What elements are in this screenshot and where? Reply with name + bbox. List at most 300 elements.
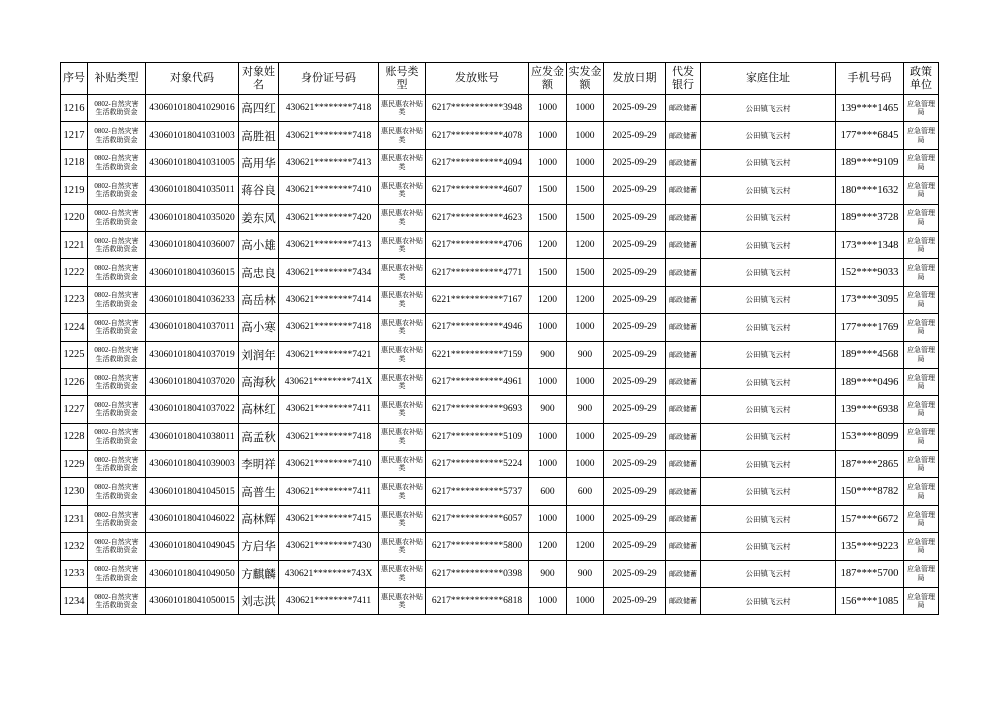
cell-policy-unit: 应急管理局 [904,560,939,587]
cell-address: 公田镇飞云村 [701,478,836,505]
cell-name: 高用华 [239,149,279,176]
cell-account-type: 惠民惠农补贴类 [379,177,426,204]
cell-address: 公田镇飞云村 [701,231,836,258]
cell-amount-due: 1000 [529,149,567,176]
table-row [61,204,939,231]
table-row [61,286,939,313]
cell-subsidy-type: 0802-自然灾害生活救助资金 [88,204,146,231]
cell-date: 2025-09-29 [604,368,666,395]
header-policy-unit: 政策单位 [904,63,939,95]
cell-bank: 邮政储蓄 [666,368,701,395]
cell-seq: 1216 [61,95,88,122]
cell-amount-due: 1000 [529,423,567,450]
cell-seq: 1232 [61,533,88,560]
cell-policy-unit: 应急管理局 [904,451,939,478]
cell-address: 公田镇飞云村 [701,396,836,423]
cell-object-code: 430601018041049045 [146,533,239,560]
cell-name: 方麒麟 [239,560,279,587]
cell-phone: 173****3095 [836,286,904,313]
cell-id-number: 430621********7411 [279,478,379,505]
cell-seq: 1233 [61,560,88,587]
cell-policy-unit: 应急管理局 [904,204,939,231]
table-row [61,451,939,478]
header-seq: 序号 [61,63,88,95]
header-account-type: 账号类型 [379,63,426,95]
cell-id-number: 430621********7421 [279,341,379,368]
cell-id-number: 430621********7430 [279,533,379,560]
cell-name: 刘润年 [239,341,279,368]
header-id-number: 身份证号码 [279,63,379,95]
header-date: 发放日期 [604,63,666,95]
cell-account-type: 惠民惠农补贴类 [379,314,426,341]
cell-amount-paid: 1000 [567,314,604,341]
cell-name: 高四红 [239,95,279,122]
cell-seq: 1225 [61,341,88,368]
cell-amount-due: 1000 [529,122,567,149]
cell-policy-unit: 应急管理局 [904,341,939,368]
cell-id-number: 430621********7411 [279,588,379,615]
cell-policy-unit: 应急管理局 [904,478,939,505]
cell-account: 6217***********5737 [426,478,529,505]
cell-name: 高林红 [239,396,279,423]
cell-date: 2025-09-29 [604,588,666,615]
cell-id-number: 430621********7434 [279,259,379,286]
cell-account-type: 惠民惠农补贴类 [379,95,426,122]
cell-object-code: 430601018041037020 [146,368,239,395]
cell-name: 高忠良 [239,259,279,286]
cell-policy-unit: 应急管理局 [904,396,939,423]
cell-phone: 152****9033 [836,259,904,286]
cell-date: 2025-09-29 [604,177,666,204]
cell-name: 高小雄 [239,231,279,258]
table-row [61,396,939,423]
cell-account: 6217***********9693 [426,396,529,423]
cell-subsidy-type: 0802-自然灾害生活救助资金 [88,368,146,395]
cell-account: 6217***********5109 [426,423,529,450]
cell-address: 公田镇飞云村 [701,588,836,615]
cell-subsidy-type: 0802-自然灾害生活救助资金 [88,149,146,176]
cell-object-code: 430601018041045015 [146,478,239,505]
table-row [61,122,939,149]
cell-account-type: 惠民惠农补贴类 [379,505,426,532]
cell-account: 6217***********4706 [426,231,529,258]
cell-name: 高林辉 [239,505,279,532]
cell-object-code: 430601018041031005 [146,149,239,176]
cell-bank: 邮政储蓄 [666,122,701,149]
cell-object-code: 430601018041035020 [146,204,239,231]
cell-subsidy-type: 0802-自然灾害生活救助资金 [88,177,146,204]
cell-date: 2025-09-29 [604,560,666,587]
cell-bank: 邮政储蓄 [666,451,701,478]
cell-phone: 156****1085 [836,588,904,615]
cell-seq: 1228 [61,423,88,450]
cell-bank: 邮政储蓄 [666,95,701,122]
cell-date: 2025-09-29 [604,231,666,258]
cell-bank: 邮政储蓄 [666,341,701,368]
cell-policy-unit: 应急管理局 [904,505,939,532]
cell-bank: 邮政储蓄 [666,423,701,450]
table-row [61,149,939,176]
cell-bank: 邮政储蓄 [666,560,701,587]
cell-date: 2025-09-29 [604,478,666,505]
cell-policy-unit: 应急管理局 [904,533,939,560]
cell-address: 公田镇飞云村 [701,204,836,231]
cell-seq: 1218 [61,149,88,176]
cell-phone: 139****6938 [836,396,904,423]
cell-amount-due: 1000 [529,451,567,478]
cell-date: 2025-09-29 [604,451,666,478]
cell-policy-unit: 应急管理局 [904,231,939,258]
header-name: 对象姓名 [239,63,279,95]
cell-bank: 邮政储蓄 [666,149,701,176]
cell-id-number: 430621********7411 [279,396,379,423]
cell-object-code: 430601018041037022 [146,396,239,423]
cell-seq: 1223 [61,286,88,313]
table-row [61,588,939,615]
cell-seq: 1221 [61,231,88,258]
cell-name: 高海秋 [239,368,279,395]
cell-phone: 177****6845 [836,122,904,149]
cell-id-number: 430621********7410 [279,177,379,204]
cell-phone: 150****8782 [836,478,904,505]
cell-object-code: 430601018041031003 [146,122,239,149]
cell-object-code: 430601018041035011 [146,177,239,204]
cell-subsidy-type: 0802-自然灾害生活救助资金 [88,231,146,258]
cell-object-code: 430601018041036015 [146,259,239,286]
cell-policy-unit: 应急管理局 [904,259,939,286]
cell-policy-unit: 应急管理局 [904,588,939,615]
cell-date: 2025-09-29 [604,149,666,176]
cell-account-type: 惠民惠农补贴类 [379,533,426,560]
cell-object-code: 430601018041049050 [146,560,239,587]
cell-bank: 邮政储蓄 [666,533,701,560]
cell-id-number: 430621********7415 [279,505,379,532]
cell-phone: 189****9109 [836,149,904,176]
cell-phone: 177****1769 [836,314,904,341]
cell-address: 公田镇飞云村 [701,95,836,122]
cell-id-number: 430621********7413 [279,231,379,258]
cell-id-number: 430621********7418 [279,314,379,341]
table-row [61,341,939,368]
cell-phone: 173****1348 [836,231,904,258]
cell-address: 公田镇飞云村 [701,259,836,286]
cell-bank: 邮政储蓄 [666,231,701,258]
cell-account-type: 惠民惠农补贴类 [379,286,426,313]
cell-date: 2025-09-29 [604,122,666,149]
cell-amount-paid: 1000 [567,505,604,532]
cell-id-number: 430621********741X [279,368,379,395]
cell-account-type: 惠民惠农补贴类 [379,588,426,615]
cell-address: 公田镇飞云村 [701,505,836,532]
cell-policy-unit: 应急管理局 [904,314,939,341]
cell-amount-paid: 1000 [567,368,604,395]
cell-subsidy-type: 0802-自然灾害生活救助资金 [88,396,146,423]
cell-date: 2025-09-29 [604,95,666,122]
cell-amount-due: 1000 [529,505,567,532]
cell-account: 6217***********3948 [426,95,529,122]
table-row [61,314,939,341]
cell-seq: 1219 [61,177,88,204]
cell-object-code: 430601018041037011 [146,314,239,341]
table-row [61,505,939,532]
header-account: 发放账号 [426,63,529,95]
cell-id-number: 430621********7418 [279,122,379,149]
cell-amount-paid: 900 [567,396,604,423]
header-bank: 代发银行 [666,63,701,95]
cell-account-type: 惠民惠农补贴类 [379,560,426,587]
cell-name: 高普生 [239,478,279,505]
cell-id-number: 430621********7418 [279,95,379,122]
cell-amount-due: 1200 [529,533,567,560]
cell-amount-paid: 900 [567,341,604,368]
cell-address: 公田镇飞云村 [701,286,836,313]
cell-subsidy-type: 0802-自然灾害生活救助资金 [88,505,146,532]
cell-phone: 157****6672 [836,505,904,532]
cell-seq: 1224 [61,314,88,341]
cell-account: 6217***********5224 [426,451,529,478]
cell-amount-due: 1200 [529,231,567,258]
subsidy-distribution-table [60,62,939,615]
cell-amount-due: 1500 [529,204,567,231]
cell-phone: 153****8099 [836,423,904,450]
cell-phone: 189****4568 [836,341,904,368]
cell-address: 公田镇飞云村 [701,368,836,395]
cell-object-code: 430601018041038011 [146,423,239,450]
cell-date: 2025-09-29 [604,533,666,560]
cell-account-type: 惠民惠农补贴类 [379,451,426,478]
cell-subsidy-type: 0802-自然灾害生活救助资金 [88,423,146,450]
cell-subsidy-type: 0802-自然灾害生活救助资金 [88,341,146,368]
cell-account: 6221***********7167 [426,286,529,313]
header-amount-paid: 实发金额 [567,63,604,95]
cell-account: 6221***********7159 [426,341,529,368]
table-row [61,423,939,450]
cell-object-code: 430601018041046022 [146,505,239,532]
cell-name: 刘志洪 [239,588,279,615]
cell-date: 2025-09-29 [604,423,666,450]
cell-id-number: 430621********7410 [279,451,379,478]
cell-account-type: 惠民惠农补贴类 [379,122,426,149]
cell-amount-paid: 1000 [567,451,604,478]
cell-amount-due: 600 [529,478,567,505]
table-header-row [61,63,939,95]
cell-amount-paid: 1200 [567,231,604,258]
cell-address: 公田镇飞云村 [701,122,836,149]
cell-policy-unit: 应急管理局 [904,122,939,149]
cell-date: 2025-09-29 [604,286,666,313]
cell-name: 高岳林 [239,286,279,313]
header-object-code: 对象代码 [146,63,239,95]
cell-bank: 邮政储蓄 [666,505,701,532]
cell-seq: 1229 [61,451,88,478]
cell-bank: 邮政储蓄 [666,478,701,505]
cell-seq: 1227 [61,396,88,423]
cell-date: 2025-09-29 [604,314,666,341]
cell-account-type: 惠民惠农补贴类 [379,396,426,423]
cell-phone: 139****1465 [836,95,904,122]
cell-address: 公田镇飞云村 [701,314,836,341]
cell-account: 6217***********0398 [426,560,529,587]
cell-id-number: 430621********7420 [279,204,379,231]
cell-bank: 邮政储蓄 [666,177,701,204]
cell-address: 公田镇飞云村 [701,341,836,368]
cell-phone: 189****3728 [836,204,904,231]
cell-amount-paid: 900 [567,560,604,587]
cell-seq: 1222 [61,259,88,286]
cell-account: 6217***********6818 [426,588,529,615]
table-row [61,259,939,286]
cell-amount-due: 1000 [529,588,567,615]
cell-subsidy-type: 0802-自然灾害生活救助资金 [88,286,146,313]
table-row [61,560,939,587]
cell-address: 公田镇飞云村 [701,177,836,204]
cell-account: 6217***********4771 [426,259,529,286]
cell-amount-paid: 1500 [567,259,604,286]
header-amount-due: 应发金额 [529,63,567,95]
cell-subsidy-type: 0802-自然灾害生活救助资金 [88,451,146,478]
cell-account: 6217***********6057 [426,505,529,532]
cell-account: 6217***********4623 [426,204,529,231]
table-body [61,95,939,615]
cell-seq: 1231 [61,505,88,532]
cell-policy-unit: 应急管理局 [904,177,939,204]
cell-amount-paid: 1000 [567,95,604,122]
cell-subsidy-type: 0802-自然灾害生活救助资金 [88,95,146,122]
cell-address: 公田镇飞云村 [701,451,836,478]
header-phone: 手机号码 [836,63,904,95]
cell-name: 高小寒 [239,314,279,341]
cell-phone: 187****5700 [836,560,904,587]
cell-subsidy-type: 0802-自然灾害生活救助资金 [88,122,146,149]
cell-date: 2025-09-29 [604,259,666,286]
cell-object-code: 430601018041029016 [146,95,239,122]
cell-name: 蒋谷良 [239,177,279,204]
cell-object-code: 430601018041039003 [146,451,239,478]
cell-name: 方启华 [239,533,279,560]
cell-seq: 1217 [61,122,88,149]
cell-id-number: 430621********7413 [279,149,379,176]
cell-amount-due: 1000 [529,368,567,395]
table-row [61,177,939,204]
table-row [61,231,939,258]
cell-account-type: 惠民惠农补贴类 [379,341,426,368]
cell-amount-due: 1500 [529,177,567,204]
cell-amount-paid: 600 [567,478,604,505]
cell-account-type: 惠民惠农补贴类 [379,231,426,258]
cell-amount-paid: 1000 [567,122,604,149]
cell-id-number: 430621********7418 [279,423,379,450]
cell-date: 2025-09-29 [604,396,666,423]
cell-account: 6217***********4607 [426,177,529,204]
cell-subsidy-type: 0802-自然灾害生活救助资金 [88,533,146,560]
cell-policy-unit: 应急管理局 [904,368,939,395]
cell-name: 高孟秋 [239,423,279,450]
cell-account: 6217***********4961 [426,368,529,395]
cell-seq: 1230 [61,478,88,505]
cell-amount-paid: 1000 [567,423,604,450]
cell-phone: 189****0496 [836,368,904,395]
cell-bank: 邮政储蓄 [666,286,701,313]
cell-seq: 1220 [61,204,88,231]
cell-address: 公田镇飞云村 [701,149,836,176]
cell-policy-unit: 应急管理局 [904,423,939,450]
cell-address: 公田镇飞云村 [701,423,836,450]
cell-amount-paid: 1500 [567,177,604,204]
cell-amount-paid: 1000 [567,588,604,615]
cell-bank: 邮政储蓄 [666,204,701,231]
cell-id-number: 430621********743X [279,560,379,587]
cell-amount-paid: 1200 [567,286,604,313]
cell-date: 2025-09-29 [604,505,666,532]
cell-bank: 邮政储蓄 [666,588,701,615]
cell-account-type: 惠民惠农补贴类 [379,478,426,505]
cell-seq: 1226 [61,368,88,395]
cell-account-type: 惠民惠农补贴类 [379,149,426,176]
cell-bank: 邮政储蓄 [666,396,701,423]
cell-amount-due: 900 [529,396,567,423]
cell-date: 2025-09-29 [604,341,666,368]
header-address: 家庭住址 [701,63,836,95]
cell-bank: 邮政储蓄 [666,314,701,341]
cell-account-type: 惠民惠农补贴类 [379,368,426,395]
cell-name: 高胜祖 [239,122,279,149]
cell-object-code: 430601018041036007 [146,231,239,258]
cell-account: 6217***********4946 [426,314,529,341]
cell-address: 公田镇飞云村 [701,533,836,560]
cell-object-code: 430601018041050015 [146,588,239,615]
table-row [61,368,939,395]
cell-amount-paid: 1500 [567,204,604,231]
cell-bank: 邮政储蓄 [666,259,701,286]
cell-phone: 135****9223 [836,533,904,560]
cell-amount-due: 1200 [529,286,567,313]
cell-amount-due: 900 [529,341,567,368]
cell-seq: 1234 [61,588,88,615]
cell-name: 姜东风 [239,204,279,231]
cell-object-code: 430601018041036233 [146,286,239,313]
cell-amount-due: 1500 [529,259,567,286]
cell-subsidy-type: 0802-自然灾害生活救助资金 [88,478,146,505]
table-row [61,478,939,505]
cell-subsidy-type: 0802-自然灾害生活救助资金 [88,259,146,286]
cell-account-type: 惠民惠农补贴类 [379,204,426,231]
cell-account: 6217***********5800 [426,533,529,560]
cell-policy-unit: 应急管理局 [904,95,939,122]
cell-account: 6217***********4094 [426,149,529,176]
cell-address: 公田镇飞云村 [701,560,836,587]
cell-account-type: 惠民惠农补贴类 [379,259,426,286]
cell-date: 2025-09-29 [604,204,666,231]
cell-amount-due: 900 [529,560,567,587]
cell-amount-paid: 1200 [567,533,604,560]
table-row [61,533,939,560]
cell-account-type: 惠民惠农补贴类 [379,423,426,450]
cell-phone: 187****2865 [836,451,904,478]
cell-phone: 180****1632 [836,177,904,204]
cell-amount-due: 1000 [529,95,567,122]
table-row [61,95,939,122]
cell-id-number: 430621********7414 [279,286,379,313]
cell-subsidy-type: 0802-自然灾害生活救助资金 [88,314,146,341]
cell-subsidy-type: 0802-自然灾害生活救助资金 [88,560,146,587]
cell-name: 李明祥 [239,451,279,478]
cell-account: 6217***********4078 [426,122,529,149]
cell-policy-unit: 应急管理局 [904,286,939,313]
cell-policy-unit: 应急管理局 [904,149,939,176]
header-subsidy-type: 补贴类型 [88,63,146,95]
cell-object-code: 430601018041037019 [146,341,239,368]
cell-subsidy-type: 0802-自然灾害生活救助资金 [88,588,146,615]
